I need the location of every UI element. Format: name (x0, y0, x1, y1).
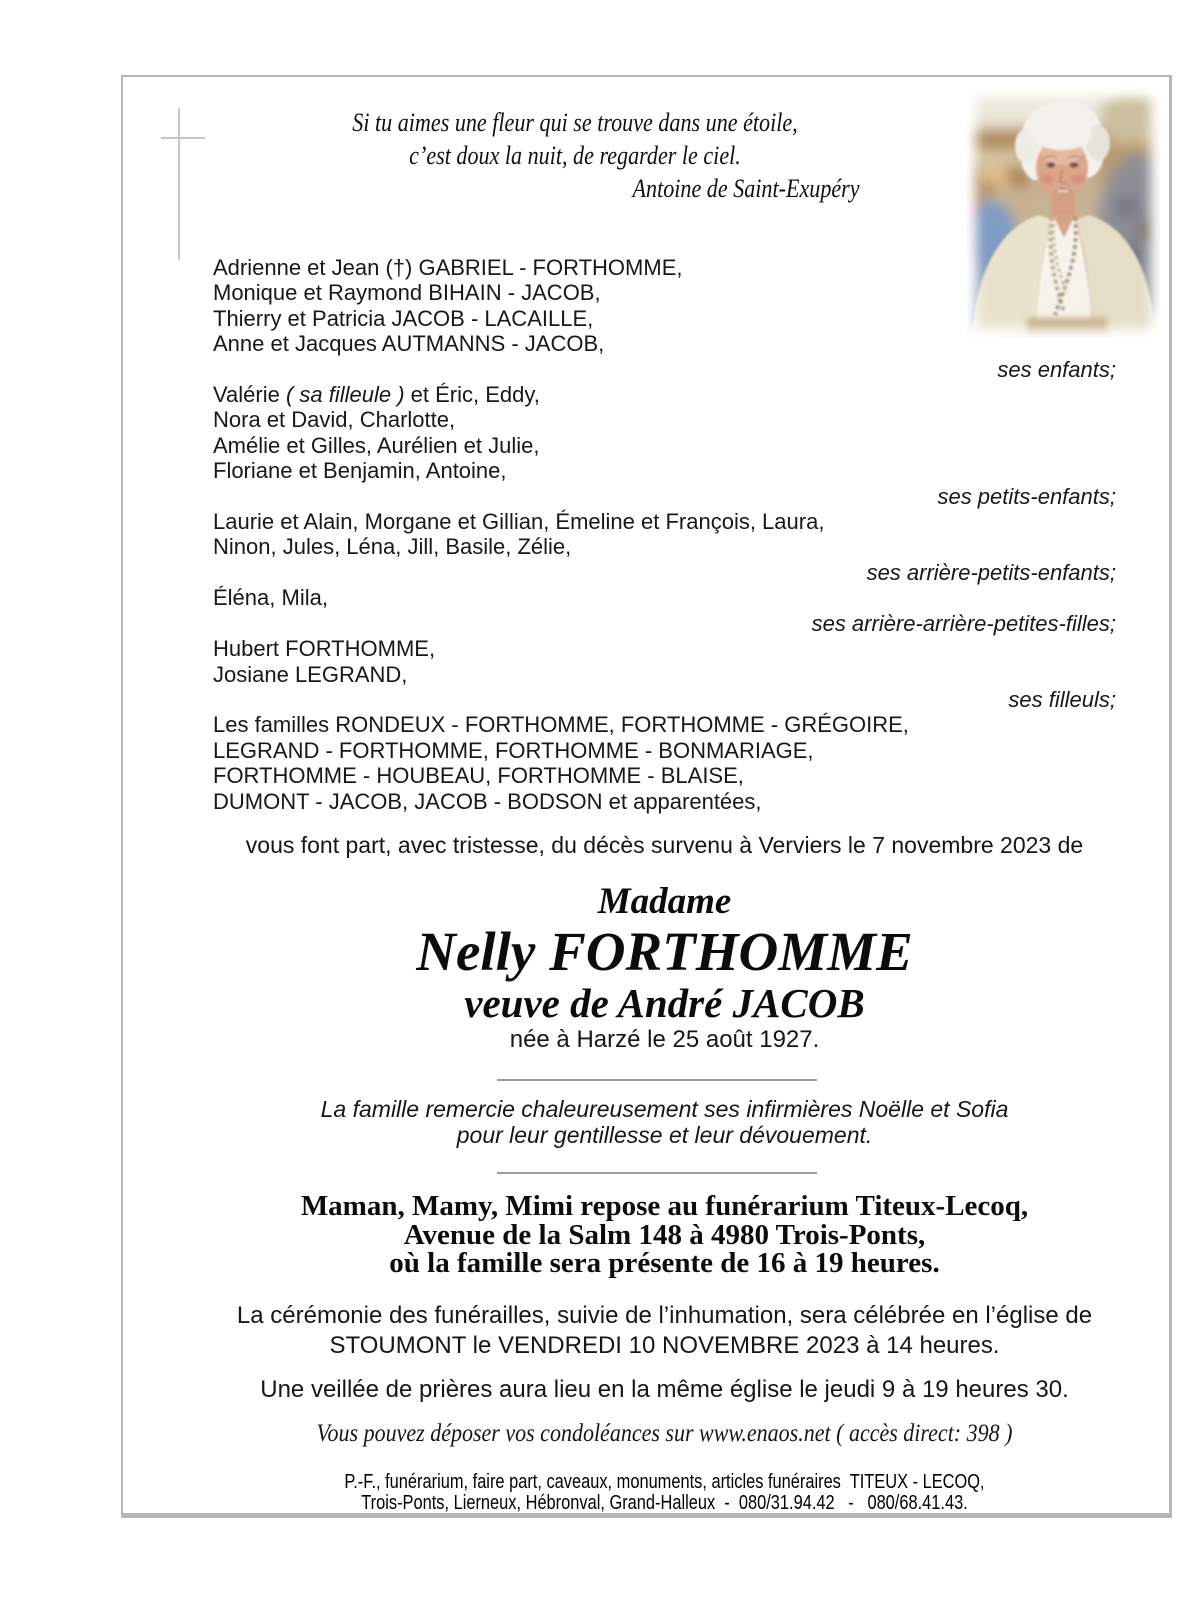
family-line: Josiane LEGRAND, (213, 661, 408, 687)
divider-line (497, 1172, 817, 1174)
deceased-birth-info: née à Harzé le 25 août 1927. (509, 1026, 820, 1053)
family-line: Nora et David, Charlotte, (213, 407, 456, 433)
relationship-label-arriere-arriere-petites-filles: ses arrière-arrière-petites-filles; (811, 610, 1116, 636)
repose-block (213, 1192, 1116, 1278)
relationship-label-petits-enfants: ses petits-enfants; (937, 483, 1116, 509)
deceased-widow-of: veuve de André JACOB (464, 980, 865, 1026)
footer-line-2: Trois-Ponts, Lierneux, Hébronval, Grand-Halleux - 080/31.94.42 - 080/68.41.43. (361, 1491, 968, 1514)
thanks-line-1: La famille remercie chaleureusement ses infirmières Noëlle et Sofia (320, 1096, 1009, 1122)
family-line: Les familles RONDEUX - FORTHOMME, FORTHOMME - GRÉGOIRE, (213, 712, 909, 738)
opening-quote (287, 106, 863, 205)
family-line: LEGRAND - FORTHOMME, FORTHOMME - BONMARIAGE, (213, 737, 814, 763)
repose-line-2: Avenue de la Salm 148 à 4980 Trois-Ponts, (403, 1218, 926, 1251)
condolences-line: Vous pouvez déposer vos condoléances sur www.enaos.net ( accès direct: 398 ) (316, 1420, 1013, 1447)
family-line: DUMONT - JACOB, JACOB - BODSON et apparentées, (213, 788, 762, 814)
family-line: Adrienne et Jean (†) GABRIEL - FORTHOMME, (213, 255, 683, 280)
vigil-line: Une veillée de prières aura lieu en la même église le jeudi 9 à 19 heures 30. (260, 1376, 1069, 1403)
relationship-label-enfants: ses enfants; (997, 356, 1116, 382)
family-line: Hubert FORTHOMME, (213, 636, 436, 662)
ceremony-block (183, 1301, 1146, 1361)
repose-line-1: Maman, Mamy, Mimi repose au funérarium Titeux-Lecoq, (300, 1190, 1029, 1222)
family-list (213, 255, 1116, 814)
relationship-label-arriere-petits-enfants: ses arrière-petits-enfants; (866, 559, 1116, 585)
family-line: Valérie ( sa filleule ) et Éric, Eddy, (213, 382, 540, 408)
relationship-label-filleuls: ses filleuls; (1008, 686, 1116, 712)
quote-line-1: Si tu aimes une fleur qui se trouve dans une étoile, (352, 108, 798, 137)
deceased-title: Madame (597, 881, 732, 922)
thanks-block (213, 1097, 1116, 1148)
deceased-identity-block (213, 881, 1116, 1055)
death-announcement-line: vous font part, avec tristesse, du décès survenu à Verviers le 7 novembre 2023 de (245, 832, 1084, 858)
cross-icon (178, 108, 180, 260)
thanks-line-2: pour leur gentillesse et leur dévouement. (456, 1121, 873, 1148)
family-line: Amélie et Gilles, Aurélien et Julie, (213, 432, 540, 458)
quote-attribution: Antoine de Saint-Exupéry (632, 174, 860, 203)
family-line: Ninon, Jules, Léna, Jill, Basile, Zélie, (213, 534, 572, 560)
family-line: Floriane et Benjamin, Antoine, (213, 458, 507, 484)
family-line: Anne et Jacques AUTMANNS - JACOB, (213, 331, 605, 357)
ceremony-line-2: STOUMONT le VENDREDI 10 NOVEMBRE 2023 à 14 heures. (329, 1332, 1000, 1359)
family-line: Monique et Raymond BIHAIN - JACOB, (213, 280, 601, 306)
ceremony-line-1: La cérémonie des funérailles, suivie de l’inhumation, sera célébrée en l’église de (236, 1302, 1093, 1329)
deceased-name: Nelly FORTHOMME (416, 921, 913, 982)
repose-line-3: où la famille sera présente de 16 à 19 heures. (389, 1247, 940, 1280)
cross-icon-bar (161, 137, 205, 139)
footer-line-1: P.-F., funérarium, faire part, caveaux, monuments, articles funéraires TITEUX - LECOQ, (344, 1471, 985, 1493)
family-line: Éléna, Mila, (213, 585, 328, 611)
funeral-home-footer (163, 1472, 1166, 1513)
quote-line-2: c’est doux la nuit, de regarder le ciel. (409, 141, 741, 170)
divider-line (497, 1079, 817, 1081)
family-line: Laurie et Alain, Morgane et Gillian, Émeline et François, Laura, (213, 509, 825, 535)
family-line: FORTHOMME - HOUBEAU, FORTHOMME - BLAISE, (213, 763, 744, 789)
family-line: Thierry et Patricia JACOB - LACAILLE, (213, 305, 594, 331)
